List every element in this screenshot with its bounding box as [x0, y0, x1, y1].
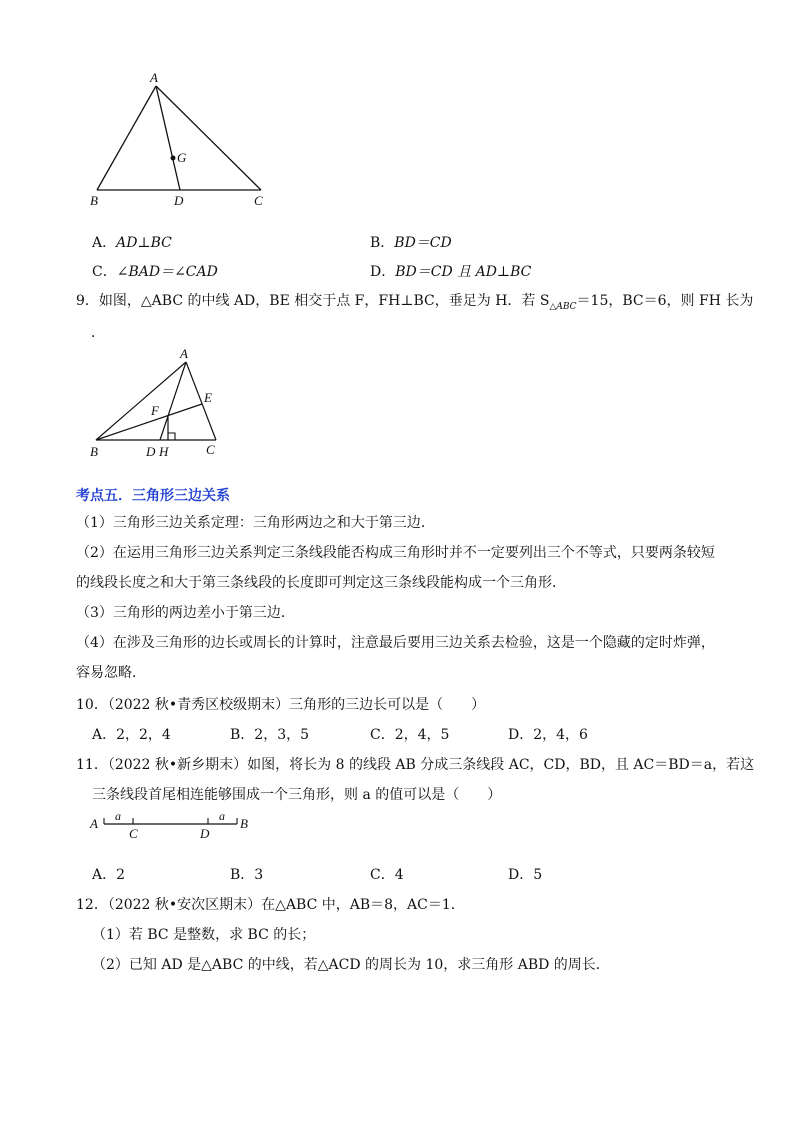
option-text: ∠BAD＝∠CAD — [116, 264, 218, 280]
label-a: A — [90, 816, 98, 831]
q8-option-a[interactable] — [92, 232, 172, 252]
label-a: A — [180, 346, 188, 361]
label-a-length-1: a — [115, 809, 121, 823]
q8-triangle-figure — [80, 68, 280, 218]
point-g — [171, 156, 176, 161]
option-letter: C． — [92, 264, 117, 280]
section-points — [76, 508, 736, 688]
side-ab — [97, 86, 156, 190]
label-c: C — [254, 193, 263, 208]
label-d: D — [200, 826, 210, 841]
section-point: （3）三角形的两边差小于第三边． — [76, 605, 295, 621]
option-text: BD＝CD — [394, 235, 452, 251]
q12-part-1: （1）若 BC 是整数，求 BC 的长； — [92, 927, 316, 943]
right-angle-mark — [168, 433, 175, 440]
q10-option-d[interactable]: D．2，4，6 — [508, 727, 588, 743]
q8-option-d[interactable] — [370, 261, 531, 281]
q8-option-b[interactable] — [370, 232, 452, 252]
section-point: 的线段长度之和大于第三条线段的长度即可判定这三条线段能构成一个三角形． — [76, 575, 566, 591]
q9-triangle-figure — [80, 342, 240, 462]
label-g: G — [177, 150, 187, 165]
label-e: E — [204, 390, 212, 405]
option-letter: B． — [370, 235, 395, 251]
label-c: C — [206, 442, 215, 457]
label-h: H — [159, 444, 169, 459]
label-b: B — [90, 193, 98, 208]
q9-subscript: △ABC — [549, 301, 577, 312]
q10-option-b[interactable]: B．2，3，5 — [230, 727, 310, 743]
q12-part-2: （2）已知 AD 是△ABC 的中线，若△ACD 的周长为 10，求三角形 ABD 的周长． — [92, 957, 610, 973]
q9-text-tail: ＝15，BC＝6，则 FH 长为 — [576, 293, 754, 309]
q11-option-a[interactable]: A．2 — [92, 867, 126, 883]
label-a-length-2: a — [219, 809, 225, 823]
side-ac — [156, 86, 261, 190]
median-be — [96, 404, 202, 440]
label-c: C — [129, 826, 138, 841]
q11-option-b[interactable]: B．3 — [230, 867, 264, 883]
q8-option-c[interactable] — [92, 261, 218, 281]
section-point: （1）三角形三边关系定理：三角形两边之和大于第三边． — [76, 515, 435, 531]
label-d: D — [174, 193, 184, 208]
label-b: B — [240, 816, 248, 831]
label-d: D — [146, 444, 156, 459]
option-text: BD＝CD 且 AD⊥BC — [395, 264, 532, 280]
q11-option-c[interactable]: C．4 — [370, 867, 404, 883]
q10-option-c[interactable]: C．2，4，5 — [370, 727, 450, 743]
label-b: B — [90, 444, 98, 459]
q10-stem: 10．（2022 秋•青秀区校级期末）三角形的三边长可以是（ ） — [76, 697, 486, 713]
segment-ad — [156, 86, 180, 190]
q12-stem: 12．（2022 秋•安次区期末）在△ABC 中，AB＝8，AC＝1． — [76, 897, 465, 913]
q9-answer-blank-end: ． — [91, 325, 105, 341]
section-point: （2）在运用三角形三边关系判定三条线段能否构成三角形时并不一定要列出三个不等式，只要两条较短 — [76, 545, 715, 561]
label-f: F — [151, 403, 159, 418]
q11-stem-line2: 三条线段首尾相连能够围成一个三角形，则 a 的值可以是（ ） — [92, 787, 502, 803]
section-point: 容易忽略． — [76, 665, 146, 681]
q9-text: 9．如图，△ABC 的中线 AD，BE 相交于点 F，FH⊥BC，垂足为 H．若 S — [76, 293, 550, 309]
q11-stem-line1: 11．（2022 秋•新乡期末）如图，将长为 8 的线段 AB 分成三条线段 AC，CD，BD，且 AC＝BD＝a，若这 — [76, 757, 755, 773]
option-letter: D． — [370, 264, 396, 280]
q11-segment-figure — [84, 806, 274, 846]
section-point: （4）在涉及三角形的边长或周长的计算时，注意最后要用三边关系去检验，这是一个隐藏的定时炸弹， — [76, 635, 715, 651]
label-a: A — [150, 70, 158, 85]
q9-stem — [76, 290, 753, 312]
section-title: 考点五．三角形三边关系 — [76, 488, 230, 504]
option-text: AD⊥BC — [116, 235, 172, 251]
q10-option-a[interactable]: A．2，2，4 — [92, 727, 171, 743]
option-letter: A． — [92, 235, 117, 251]
q11-option-d[interactable]: D．5 — [508, 867, 543, 883]
